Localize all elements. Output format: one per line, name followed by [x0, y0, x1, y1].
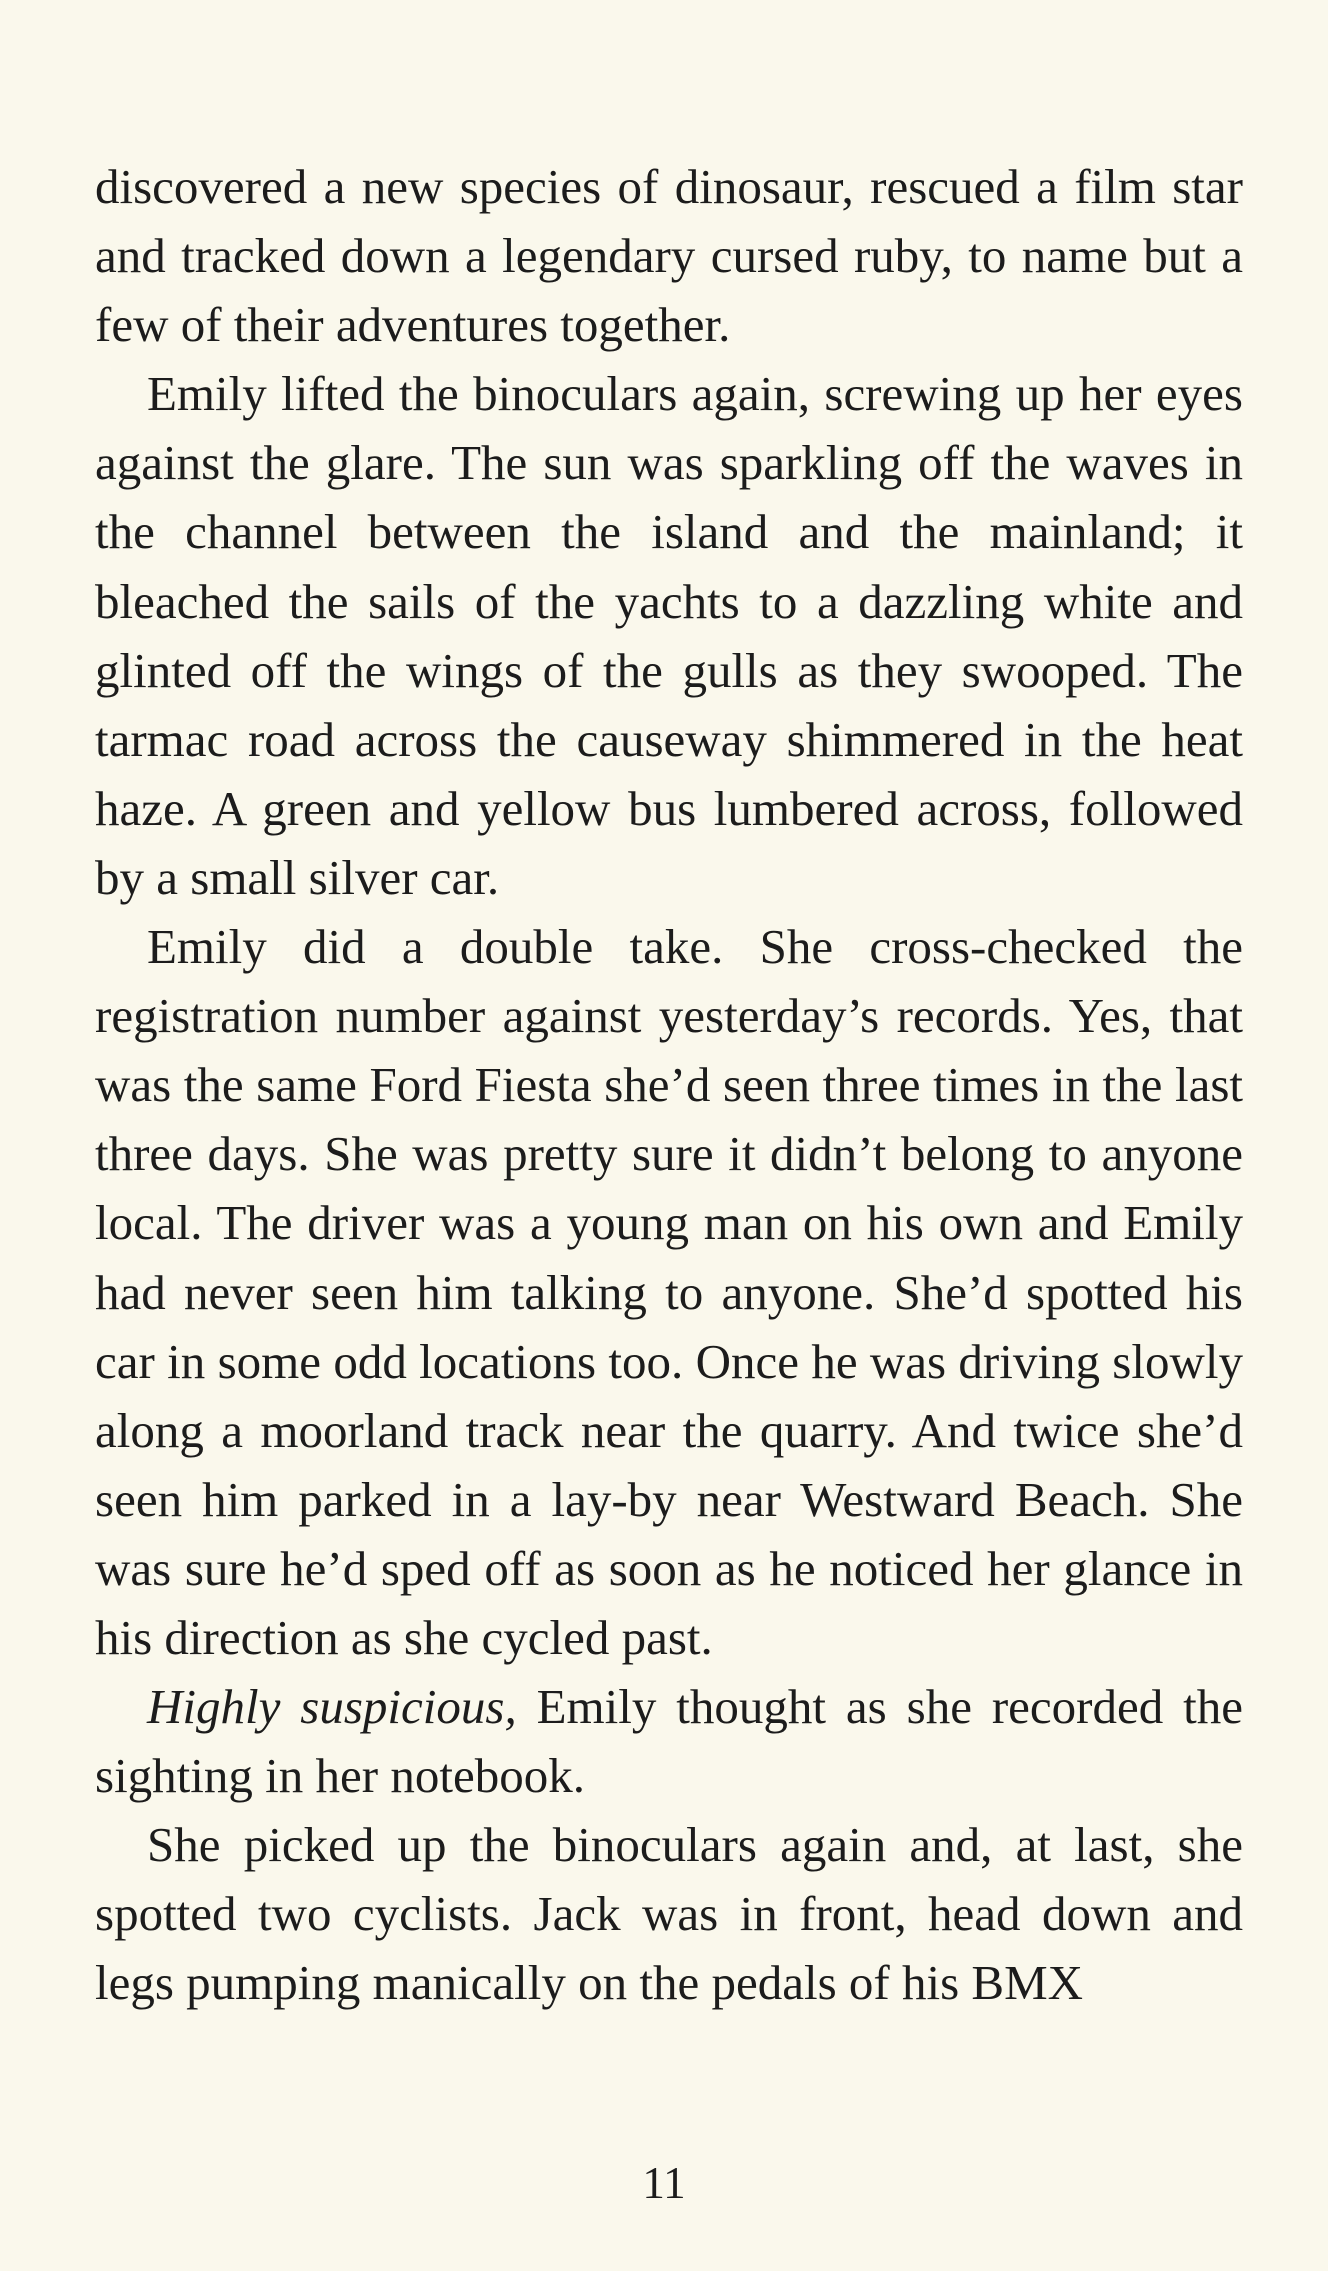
paragraph-2 — [95, 359, 1243, 912]
paragraph-1-text: discovered a new species of dinosaur, rescued a film star and tracked down a legendary cursed ruby, to name but a few of their adventures together. — [95, 159, 1243, 353]
paragraph-3-text: Emily did a double take. She cross-checked the registration number against yesterday’s records. Yes, that was the same Ford Fiesta she’d seen three times in the last three days. She was pretty sure it didn’t belong to anyone local. The driver was a young man on his own and Emily had never seen him talking to anyone. She’d spotted his car in some odd locations too. Once he was driving slowly along a moorland track near the quarry. And twice she’d seen him parked in a lay-by near Westward Beach. She was sure he’d sped off as soon as he noticed her glance in his direction as she cycled past. — [95, 919, 1243, 1665]
paragraph-4-italic-text: Highly suspicious, — [147, 1679, 517, 1735]
body-text — [95, 152, 1243, 2018]
paragraph-2-text: Emily lifted the binoculars again, screwing up her eyes against the glare. The sun was sparkling off the waves in the channel between the island and the mainland; it bleached the sails of the yachts to a dazzling white and glinted off the wings of the gulls as they swooped. The tarmac road across the causeway shimmered in the heat haze. A green and yellow bus lumbered across, followed by a small silver car. — [95, 366, 1243, 905]
paragraph-5 — [95, 1810, 1243, 2017]
paragraph-4 — [95, 1672, 1243, 1810]
page-number: 11 — [642, 2158, 686, 2208]
paragraph-5-text: She picked up the binoculars again and, at last, she spotted two cyclists. Jack was in front, head down and legs pumping manically on the pedals of his BMX — [95, 1817, 1243, 2011]
paragraph-3 — [95, 912, 1243, 1672]
paragraph-4-text: Emily thought as she recorded the sighting in her notebook. — [95, 1679, 1243, 1804]
paragraph-1 — [95, 152, 1243, 359]
